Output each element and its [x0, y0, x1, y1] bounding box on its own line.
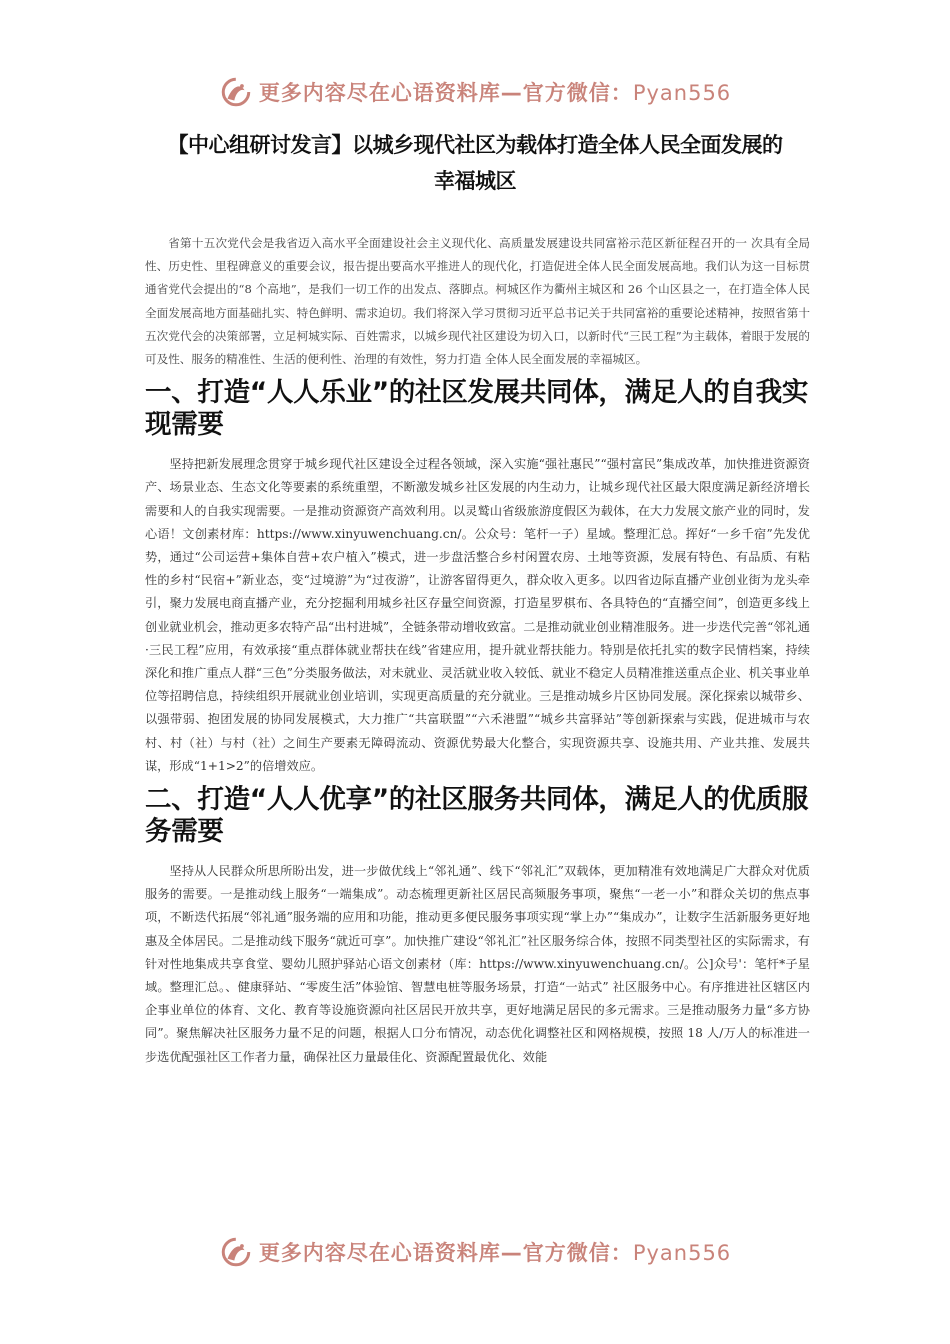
document-body	[145, 232, 810, 1069]
watermark-main-text: 更多内容尽在心语资料库—官方微信：	[258, 81, 633, 105]
watermark-main-text: 更多内容尽在心语资料库—官方微信：	[258, 1241, 633, 1265]
watermark-banner-inner	[219, 75, 731, 109]
watermark-wechat-id: Pyan556	[632, 1241, 732, 1265]
watermark-wechat-id: Pyan556	[632, 81, 732, 105]
watermark-banner-bottom	[0, 1232, 950, 1272]
section2-heading: 二、打造“人人优享”的社区服务共同体，满足人的优质服务需要	[145, 784, 809, 848]
document-title-line1: 【中心组研讨发言】以城乡现代社区为载体打造全体人民全面发展的	[167, 133, 783, 157]
watermark-banner-inner	[219, 1235, 731, 1269]
brush-swirl-logo-icon	[219, 1235, 253, 1269]
section2-paragraph: 坚持从人民群众所思所盼出发，进一步做优线上“邻礼通”、线下“邻礼汇”双载体，更加精准有效地满足广大群众对优质服务的需要。一是推动线上服务“一端集成”。动态梳理更新社区居民高频服务事项，聚焦“一老一小”和群众关切的焦点事项，不断迭代拓展“邻礼通”服务端的应用和功能，推动更多便民服务事项实现“掌上办”“集成办”，让数字生活新服务更好地惠及全体居民。二是推动线下服务“就近可享”。加快推广建设“邻礼汇”社区服务综合体，按照不同类型社区的实际需求，有针对性地集成共享食堂、婴幼儿照护驿站心语文创素材（库：https://www.xinyuwenchuang.cn/。公]众号'：笔杆*子星域。整理汇总。、健康驿站、“零废生活”体验馆、智慧电桩等服务场景，打造“一站式” 社区服务中心。有序推进社区辖区内企事业单位的体育、文化、教育等设施资源向社区居民开放共享，更好地满足居民的多元需求。三是推动服务力量“多方协同”。聚焦解决社区服务力量不足的问题，根据人口分布情况，动态优化调整社区和网格规模，按照 18 人/万人的标准进一步选优配强社区工作者力量，确保社区力量最佳化、资源配置最优化、效能	[145, 864, 810, 1064]
watermark-text	[259, 77, 731, 107]
watermark-banner-top	[0, 72, 950, 112]
watermark-text	[259, 1237, 731, 1267]
document-title	[145, 127, 805, 199]
section1-heading: 一、打造“人人乐业”的社区发展共同体，满足人的自我实现需要	[145, 377, 809, 441]
section1-paragraph: 坚持把新发展理念贯穿于城乡现代社区建设全过程各领域，深入实施“强社惠民”“强村富民”集成改革，加快推进资源资产、场景业态、生态文化等要素的系统重塑，不断激发城乡社区发展的内生动力，让城乡现代社区最大限度满足新经济增长需要和人的自我实现需要。一是推动资源资产高效利用。以灵鹫山省级旅游度假区为载体，在大力发展文旅产业的同时，发心语！文创素材库：https://www.xinyuwenchuang.cn/。公众号：笔杆一子）星域。整理汇总。挥好“一乡千宿”先发优势，通过“公司运营+集体自营+农户植入”模式，进一步盘活整合乡村闲置农房、土地等资源，发展有特色、有品质、有粘性的乡村“民宿+”新业态，变“过境游”为“过夜游”，让游客留得更久，群众收入更多。以四省边际直播产业创业街为龙头牵引，聚力发展电商直播产业，充分挖掘利用城乡社区存量空间资源，打造星罗棋布、各具特色的“直播空间”，创造更多线上创业就业机会，推动更多农特产品“出村进城”，全链条带动增收致富。二是推动就业创业精准服务。进一步迭代完善“邻礼通·三民工程”应用，有效承接“重点群体就业帮扶在线”省建应用，提升就业帮扶能力。特别是依托扎实的数字民情档案，持续深化和推广重点人群“三色”分类服务做法，对未就业、灵活就业收入较低、就业不稳定人员精准推送重点企业、机关事业单位等招聘信息，持续组织开展就业创业培训，实现更高质量的充分就业。三是推动城乡片区协同发展。深化探索以城带乡、以强带弱、抱团发展的协同发展模式，大力推广“共富联盟”“六禾港盟”“城乡共富驿站”等创新探索与实践，促进城市与农村、村（社）与村（社）之间生产要素无障碍流动、资源优势最大化整合，实现资源共享、设施共用、产业共推、发展共谋，形成“1+1>2”的倍增效应。	[145, 457, 810, 773]
intro-paragraph: 省第十五次党代会是我省迈入高水平全面建设社会主义现代化、高质量发展建设共同富裕示范区新征程召开的一 次具有全局性、历史性、里程碑意义的重要会议，报告提出要高水平推进人的现代化，打造促进全体人民全面发展高地。我们认为这一目标贯通省党代会提出的“8 个高地”，是我们一切工作的出发点、落脚点。柯城区作为衢州主城区和 26 个山区县之一，在打造全体人民全面发展高地方面基础扎实、特色鲜明、需求迫切。我们将深入学习贯彻习近平总书记关于共同富裕的重要论述精神，按照省第十五次党代会的决策部署，立足柯城实际、百姓需求，以城乡现代社区建设为切入口，以新时代“三民工程”为主载体，着眼于发展的可及性、服务的精准性、生活的便利性、治理的有效性，努力打造 全体人民全面发展的幸福城区。	[145, 236, 810, 367]
document-title-line2: 幸福城区	[434, 169, 516, 193]
brush-swirl-logo-icon	[219, 75, 253, 109]
